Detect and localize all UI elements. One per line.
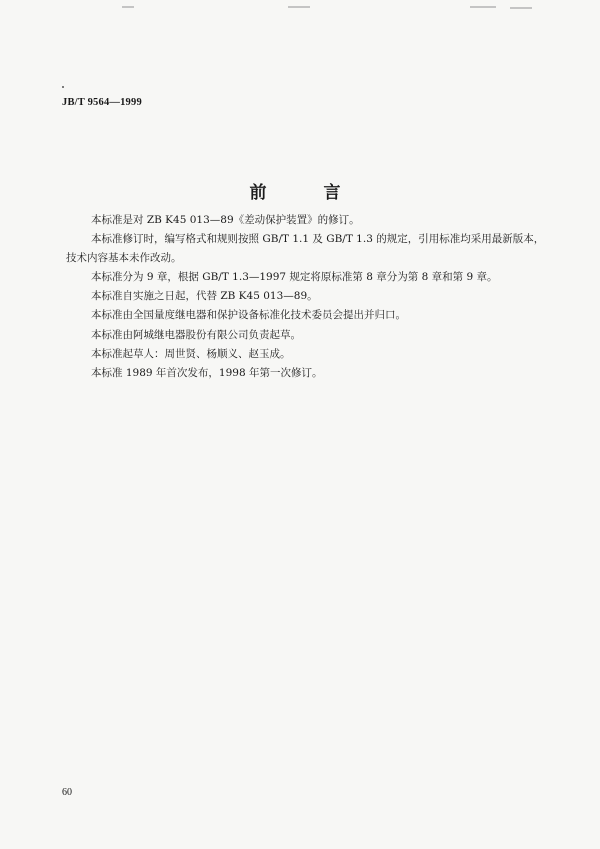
- scan-artifact: [122, 6, 134, 8]
- foreword-body: [66, 211, 550, 383]
- scan-artifact: [288, 6, 310, 8]
- paragraph: 本标准分为 9 章，根据 GB/T 1.3—1997 规定将原标准第 8 章分为第 8 章和第 9 章。: [91, 271, 498, 284]
- paragraph: 本标准 1989 年首次发布，1998 年第一次修订。: [91, 366, 323, 379]
- scan-artifact: [470, 6, 496, 8]
- scan-speck: [62, 86, 64, 88]
- paragraph: 本标准修订时，编写格式和规则按照 GB/T 1.1 及 GB/T 1.3 的规定，引用标准均采用最新版本，: [91, 233, 545, 246]
- paragraph: 本标准由阿城继电器股份有限公司负责起草。: [91, 328, 301, 341]
- paragraph: 本标准自实施之日起，代替 ZB K45 013—89。: [91, 290, 318, 303]
- page-title: 前 言: [249, 183, 361, 203]
- standard-code: JB/T 9564—1999: [62, 97, 142, 108]
- page-number: 60: [62, 787, 72, 798]
- paragraph: 本标准由全国量度继电器和保护设备标准化技术委员会提出并归口。: [91, 309, 406, 322]
- paragraph: 本标准是对 ZB K45 013—89《差动保护装置》的修订。: [91, 214, 360, 226]
- paragraph: 本标准起草人：周世贤、杨顺义、赵玉成。: [91, 347, 291, 360]
- paragraph-continuation: 技术内容基本未作改动。: [66, 252, 182, 265]
- scan-artifact: [510, 7, 532, 9]
